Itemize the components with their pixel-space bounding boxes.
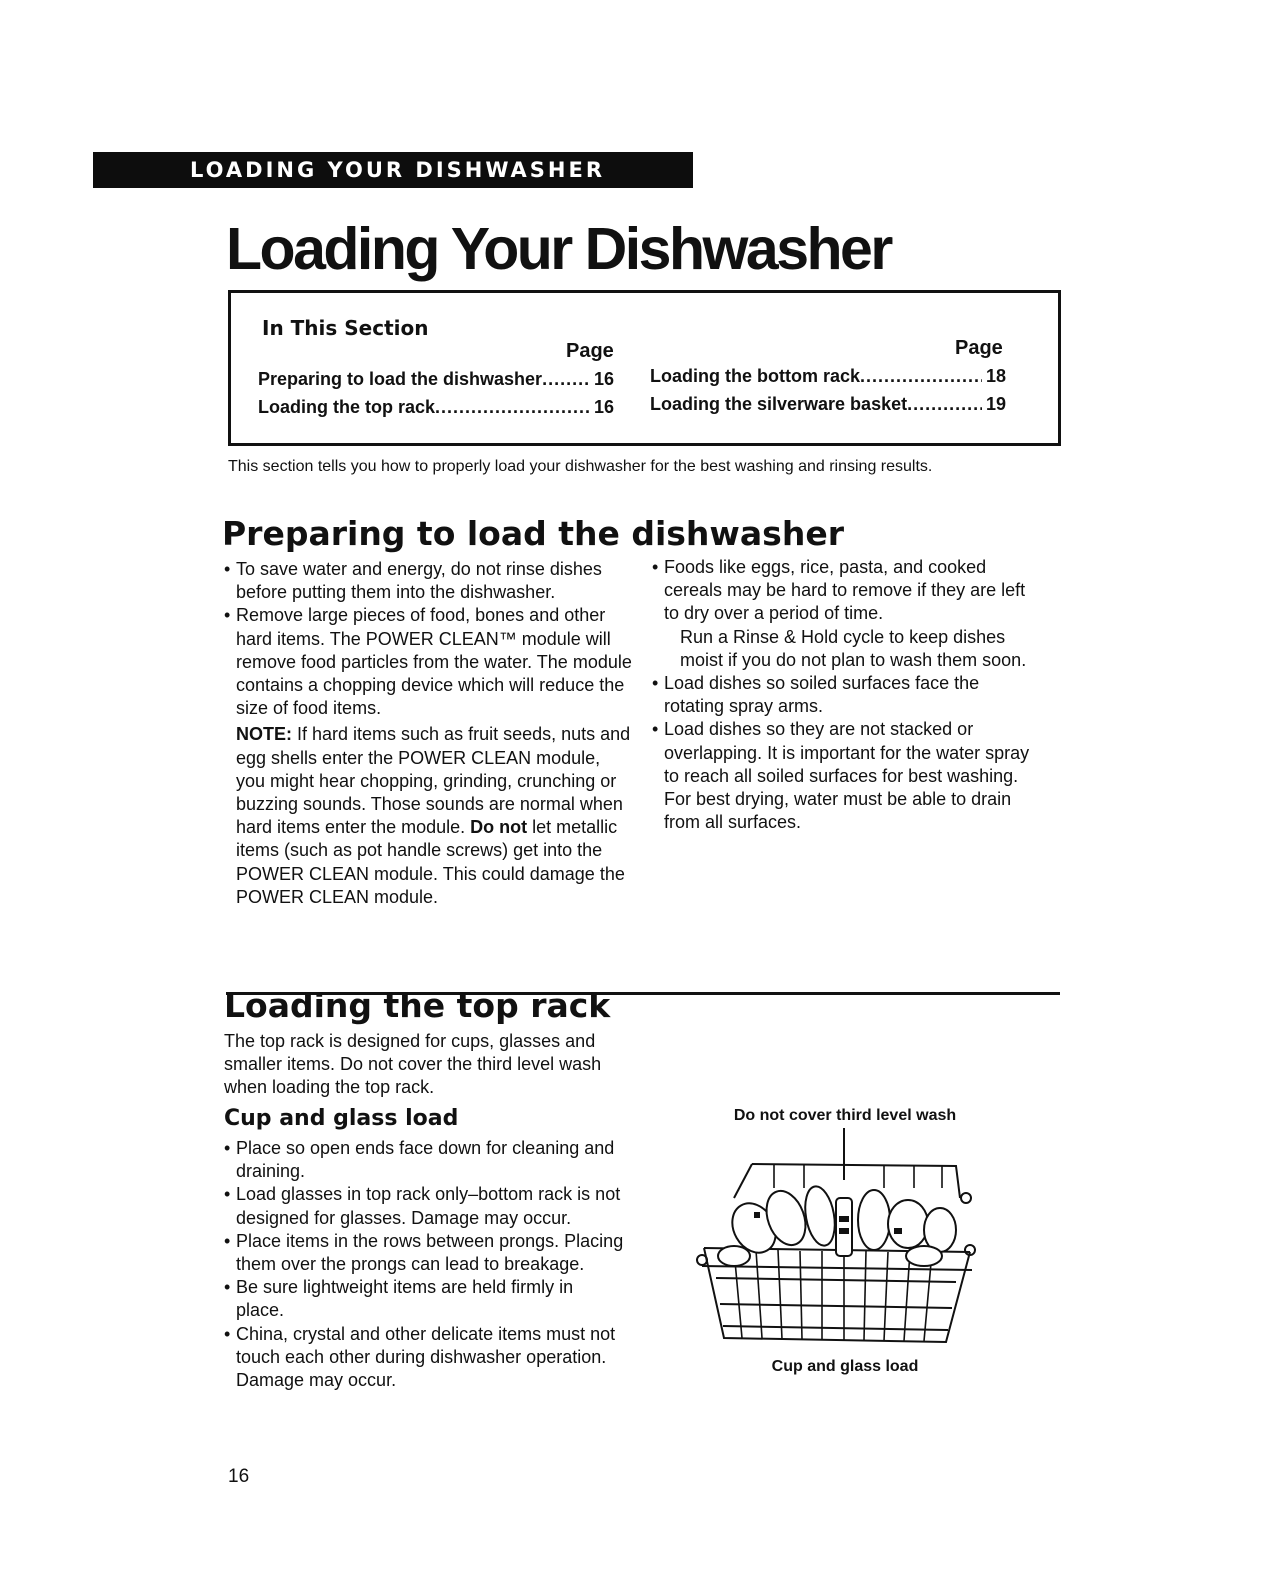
toc-entry[interactable] (258, 395, 614, 419)
preparing-right-column (652, 556, 1044, 834)
toc-leader (542, 367, 590, 391)
page-title: Loading Your Dishwasher (226, 216, 891, 282)
toc-entry-label: Loading the bottom rack (650, 366, 861, 386)
toc-entry-page: 16 (593, 369, 614, 389)
top-rack-intro: The top rack is designed for cups, glasses and smaller items. Do not cover the third level wash when loading the top rack. (224, 1031, 602, 1098)
toc-heading: In This Section (262, 316, 429, 340)
list-item: • Load dishes so soiled surfaces face the rotating spray arms. (652, 672, 1044, 718)
note-bold: Do not (470, 817, 528, 838)
toc-page-label-left: Page (566, 340, 614, 362)
preparing-left-column (224, 558, 634, 909)
note-label: NOTE: (236, 724, 292, 745)
toc-entry[interactable] (258, 367, 614, 391)
toc-entry-label: Loading the silverware basket (650, 394, 908, 414)
toc-entry[interactable] (650, 392, 1006, 416)
dish-rack-icon (694, 1128, 978, 1354)
dish-rack-illustration (694, 1128, 978, 1354)
toc-entry-label: Loading the top rack (258, 397, 436, 417)
subheading-cup-glass: Cup and glass load (224, 1106, 459, 1131)
bullet-text: Foods like eggs, rice, pasta, and cooked cereals may be hard to remove if they are left to dry over a period of time. (664, 557, 1026, 624)
figure-caption: Cup and glass load (771, 1358, 919, 1375)
note-paragraph (236, 723, 634, 909)
list-item: • Load dishes so they are not stacked or overlapping. It is important for the water spray to reach all soiled surfaces for best washing. For best drying, water must be able to drain from all surfaces. (652, 718, 1044, 834)
toc-entry-page: 19 (985, 394, 1006, 414)
sub-paragraph: Run a Rinse & Hold cycle to keep dishes moist if you do not plan to wash them soon. (680, 626, 1027, 670)
figure-callout: Do not cover third level wash (733, 1107, 957, 1124)
toc-entry[interactable] (650, 364, 1006, 388)
page-number: 16 (228, 1466, 250, 1487)
toc-page-label-right: Page (955, 337, 1003, 359)
toc-leader (860, 364, 982, 388)
toc-entry-page: 16 (593, 397, 614, 417)
toc-leader (907, 392, 982, 416)
section-intro: This section tells you how to properly load your dishwasher for the best washing and rinsing results. (228, 458, 933, 475)
heading-preparing: Preparing to load the dishwasher (222, 514, 844, 553)
section-banner: LOADING YOUR DISHWASHER (93, 152, 693, 188)
toc-entry-page: 18 (985, 366, 1006, 386)
list-item: • To save water and energy, do not rinse dishes before putting them into the dishwasher. (224, 558, 634, 604)
list-item (652, 556, 1044, 672)
list-item: • Be sure lightweight items are held firmly in place. (224, 1276, 624, 1322)
heading-top-rack: Loading the top rack (224, 986, 611, 1025)
list-item: • Remove large pieces of food, bones and other hard items. The POWER CLEAN™ module will remove food particles from the water. The module contains a chopping device which will reduce the size of food items. (224, 604, 634, 720)
toc-leader (435, 395, 590, 419)
list-item: • Place items in the rows between prongs. Placing them over the prongs can lead to breakage. (224, 1230, 624, 1276)
toc-entry-label: Preparing to load the dishwasher (258, 369, 543, 389)
note-text-b: let metallic items (such as pot handle screws) get into the POWER CLEAN module. This could damage the POWER CLEAN module. (236, 817, 625, 907)
list-item: • Load glasses in top rack only–bottom rack is not designed for glasses. Damage may occur. (224, 1183, 624, 1229)
list-item: • China, crystal and other delicate items must not touch each other during dishwasher operation. Damage may occur. (224, 1323, 624, 1393)
list-item: • Place so open ends face down for cleaning and draining. (224, 1137, 624, 1183)
cup-glass-list (224, 1137, 624, 1392)
note-text-a: If hard items such as fruit seeds, nuts and egg shells enter the POWER CLEAN module, you might hear chopping, grinding, crunching or buzzing sounds. Those sounds are normal when hard items enter the module. (236, 724, 631, 838)
